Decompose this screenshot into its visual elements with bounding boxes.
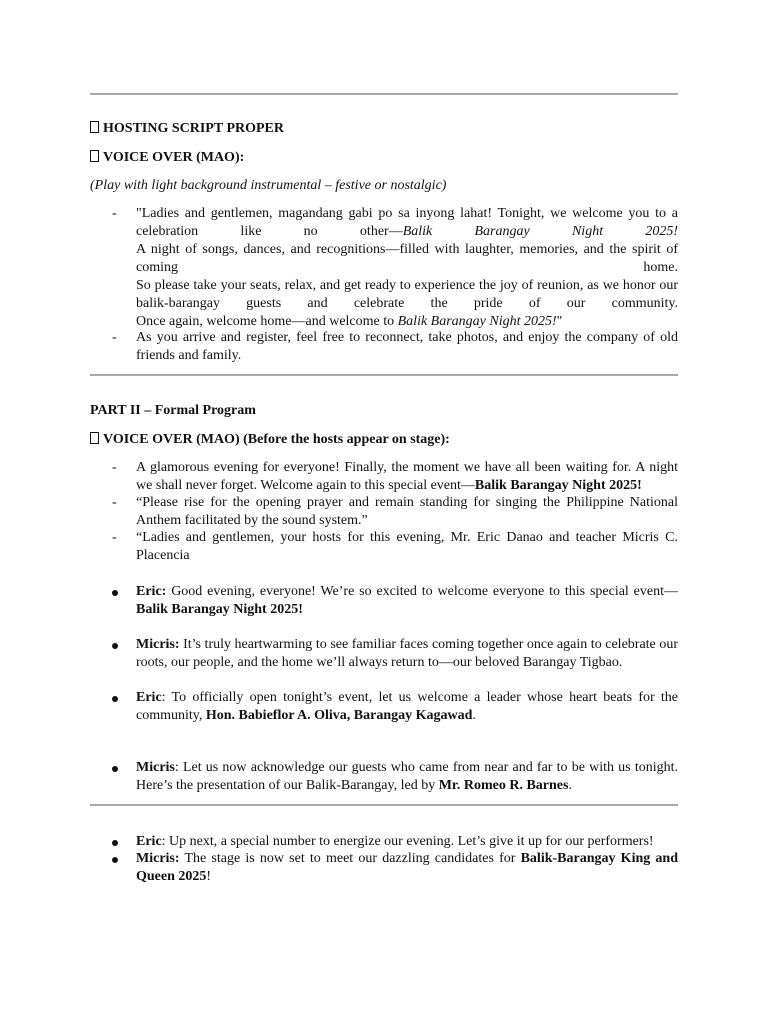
- missing-glyph-icon: [90, 121, 99, 133]
- bullet-icon: [112, 590, 118, 596]
- host-line-eric: [90, 833, 678, 851]
- horizontal-rule: [90, 804, 678, 806]
- host-line-text: Eric: Up next, a special number to energize our evening. Let’s give it up for our performers!: [136, 834, 654, 849]
- host-line-micris: [90, 850, 678, 886]
- bullet-icon: [112, 766, 118, 772]
- list-item-text: A glamorous evening for everyone! Finally, the moment we have all been waiting for. A night we shall never forget. Welcome again to this special event—Balik Barangay Night 2025!: [136, 460, 678, 493]
- horizontal-rule: [90, 93, 678, 95]
- bullet-icon: [112, 696, 118, 702]
- bullet-icon: [112, 643, 118, 649]
- part-heading: PART II – Formal Program: [90, 403, 256, 418]
- dash-marker: -: [112, 330, 117, 345]
- list-item-text: "Ladies and gentlemen, magandang gabi po sa inyong lahat! Tonight, we welcome you to a celebration like no other—Balik Barangay Night 2025! A night of songs, dances, and recognitions—filled with laughter, memories, and the spirit of coming home. So please take your seats, relax, and get ready to experience the joy of reunion, as we honor our balik-barangay guests and celebrate the pride of our community. Once again, welcome home—and welcome to Balik Barangay Night 2025!": [136, 206, 678, 329]
- host-line-text: Eric: To officially open tonight’s event, let us welcome a leader whose heart beats for the community, Hon. Babieflor A. Oliva, Barangay Kagawad.: [136, 690, 678, 723]
- voice-over-heading: VOICE OVER (MAO):: [90, 149, 678, 167]
- dash-marker: -: [112, 460, 117, 475]
- missing-glyph-icon: [90, 150, 99, 162]
- list-item-text: “Ladies and gentlemen, your hosts for this evening, Mr. Eric Danao and teacher Micris C. Placencia: [136, 530, 678, 563]
- voice-over-heading: VOICE OVER (MAO) (Before the hosts appear on stage):: [90, 431, 678, 449]
- host-line-text: Eric: Good evening, everyone! We’re so excited to welcome everyone to this special event—Balik Barangay Night 2025!: [136, 584, 678, 617]
- host-line-eric: [90, 583, 678, 619]
- bullet-icon: [112, 840, 118, 846]
- list-item: [90, 459, 678, 495]
- horizontal-rule: [90, 374, 678, 376]
- stage-instruction: (Play with light background instrumental – festive or nostalgic): [90, 178, 447, 193]
- bullet-icon: [112, 857, 118, 863]
- host-line-eric: [90, 689, 678, 725]
- dash-marker: -: [112, 530, 117, 545]
- host-line-micris: [90, 759, 678, 795]
- host-line-micris: [90, 636, 678, 672]
- list-item: [90, 529, 678, 565]
- host-line-text: Micris: Let us now acknowledge our guests who came from near and far to be with us tonight. Here’s the presentation of our Balik-Barangay, led by Mr. Romeo R. Barnes.: [136, 760, 678, 793]
- dash-marker: -: [112, 206, 117, 221]
- missing-glyph-icon: [90, 432, 99, 444]
- list-item: [90, 494, 678, 530]
- list-item-text: As you arrive and register, feel free to reconnect, take photos, and enjoy the company of old friends and family.: [136, 330, 678, 363]
- dash-marker: -: [112, 495, 117, 510]
- list-item-text: “Please rise for the opening prayer and remain standing for singing the Philippine National Anthem facilitated by the sound system.”: [136, 495, 678, 528]
- hosting-heading: HOSTING SCRIPT PROPER: [90, 120, 678, 138]
- list-item: [90, 329, 678, 365]
- host-line-text: Micris: It’s truly heartwarming to see familiar faces coming together once again to celebrate our roots, our people, and the home we’ll always return to—our beloved Barangay Tigbao.: [136, 637, 678, 670]
- list-item: [90, 205, 678, 331]
- host-line-text: Micris: The stage is now set to meet our dazzling candidates for Balik-Barangay King and Queen 2025!: [136, 851, 678, 884]
